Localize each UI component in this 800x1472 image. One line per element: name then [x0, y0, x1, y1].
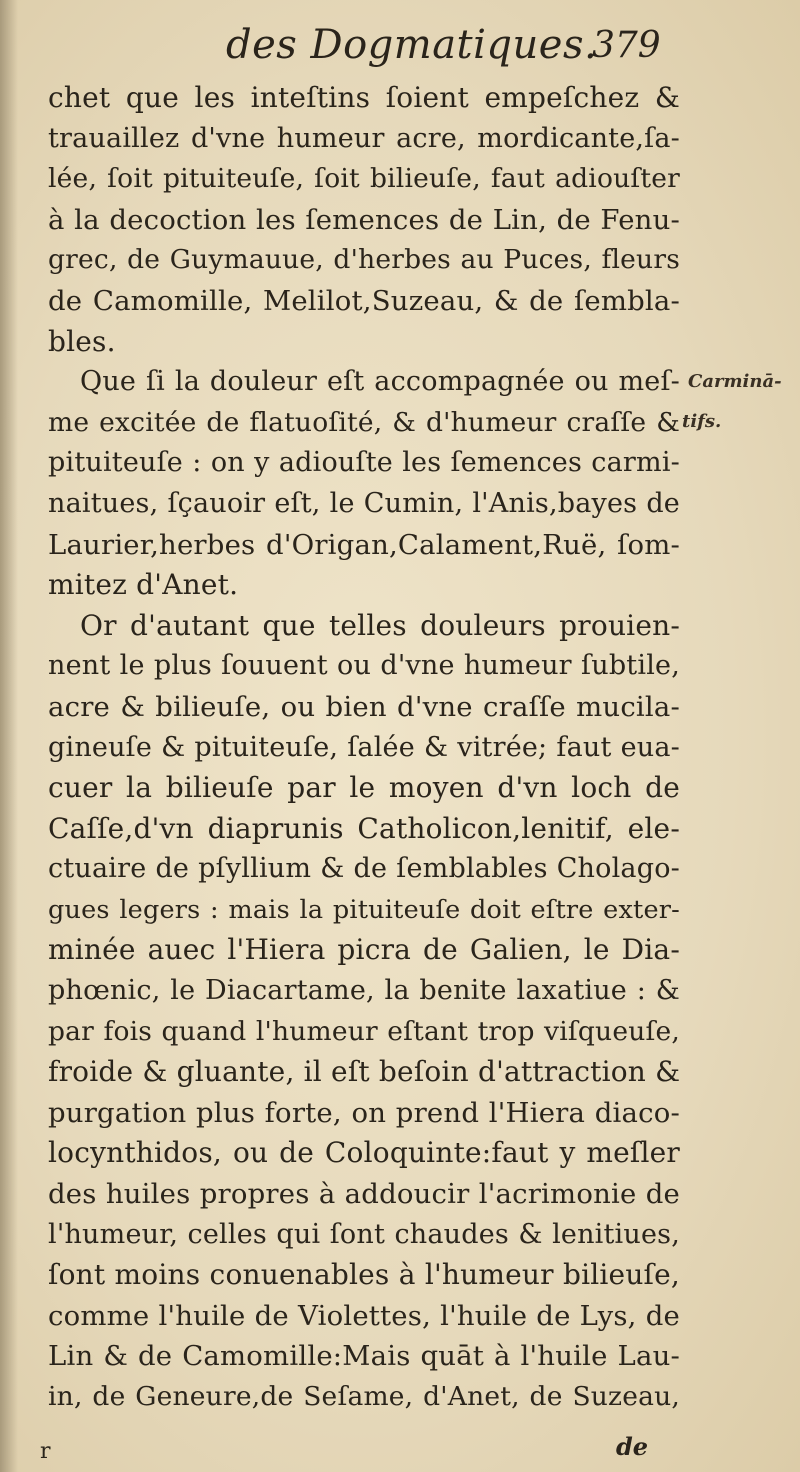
text-line: pituiteuſe : on y adiouſte les ſemences carmi-: [48, 447, 680, 479]
text-line: trauaillez d'vne humeur acre, mordicante,ſa-: [48, 122, 680, 154]
text-line: acre & bilieuſe, ou bien d'vne craſſe mucila-: [48, 690, 680, 723]
text-line: cuer la bilieuſe par le moyen d'vn loch de: [48, 771, 680, 805]
text-line: Caſſe,d'vn diaprunis Catholicon,lenitif, ele-: [48, 811, 680, 845]
text-line: Que ſi la douleur eſt accompagnée ou meſ-: [80, 366, 680, 398]
text-line: me excitée de flatuoſité, & d'humeur craſſe &: [48, 406, 680, 438]
text-line: Or d'autant que telles douleurs prouien-: [80, 608, 680, 642]
body-text: [48, 78, 680, 1418]
text-line: Laurier,herbes d'Origan,Calament,Ruë, ſom-: [48, 528, 680, 561]
text-line: bles.: [48, 324, 116, 358]
catchword: de: [616, 1432, 649, 1461]
text-line: l'humeur, celles qui ſont chaudes & lenitiues,: [48, 1218, 680, 1250]
text-line: locynthidos, ou de Coloquinte:faut y meſler: [48, 1136, 680, 1170]
text-line: in, de Geneure,de Seſame, d'Anet, de Suzeau,: [48, 1381, 680, 1412]
text-line: froide & gluante, il eſt beſoin d'attraction &: [48, 1055, 681, 1089]
text-line: nent le plus ſouuent ou d'vne humeur ſubtile,: [48, 650, 680, 682]
text-line: Lin & de Camomille:Mais quāt à l'huile Lau-: [48, 1340, 680, 1373]
text-line: gineuſe & pituiteuſe, ſalée & vitrée; faut eua-: [48, 731, 680, 763]
text-line: lée, ſoit pituiteuſe, ſoit bilieuſe, faut adiouſter: [48, 163, 680, 195]
running-head: des Dogmatiques.: [226, 22, 598, 68]
text-line: de Camomille, Melilot,Suzeau, & de ſembla-: [48, 284, 680, 317]
page-number: 379: [592, 25, 661, 66]
text-line: chet que les inteſtins ſoient empeſchez &: [48, 81, 680, 114]
text-line: purgation plus forte, on prend l'Hiera diaco-: [48, 1096, 680, 1129]
text-line: comme l'huile de Violettes, l'huile de Lys, de: [48, 1299, 680, 1332]
text-line: naitues, ſçauoir eſt, le Cumin, l'Anis,bayes de: [48, 487, 680, 519]
text-line: grec, de Guymauue, d'herbes au Puces, fleurs: [48, 244, 680, 276]
text-line: phœnic, le Diacartame, la benite laxatiue : &: [48, 975, 680, 1007]
text-line: par fois quand l'humeur eſtant trop viſqueuſe,: [48, 1015, 680, 1047]
text-line: gues legers : mais la pituiteuſe doit eſtre exter-: [48, 894, 680, 925]
margin-note: tifs.: [682, 411, 722, 432]
text-line: ctuaire de pſyllium & de ſemblables Cholago-: [48, 853, 680, 885]
text-line: minée auec l'Hiera picra de Galien, le Dia-: [48, 933, 680, 967]
text-line: mitez d'Anet.: [48, 568, 239, 602]
margin-note: Carminā-: [688, 371, 782, 392]
page-header: [0, 14, 800, 74]
text-line: ſont moins conuenables à l'humeur bilieuſe,: [48, 1258, 680, 1292]
text-line: à la decoction les ſemences de Lin, de Fenu-: [48, 203, 680, 236]
text-line: des huiles propres à addoucir l'acrimonie de: [48, 1178, 680, 1211]
page-gutter-shadow: [0, 0, 18, 1472]
signature-mark: r: [40, 1439, 51, 1464]
